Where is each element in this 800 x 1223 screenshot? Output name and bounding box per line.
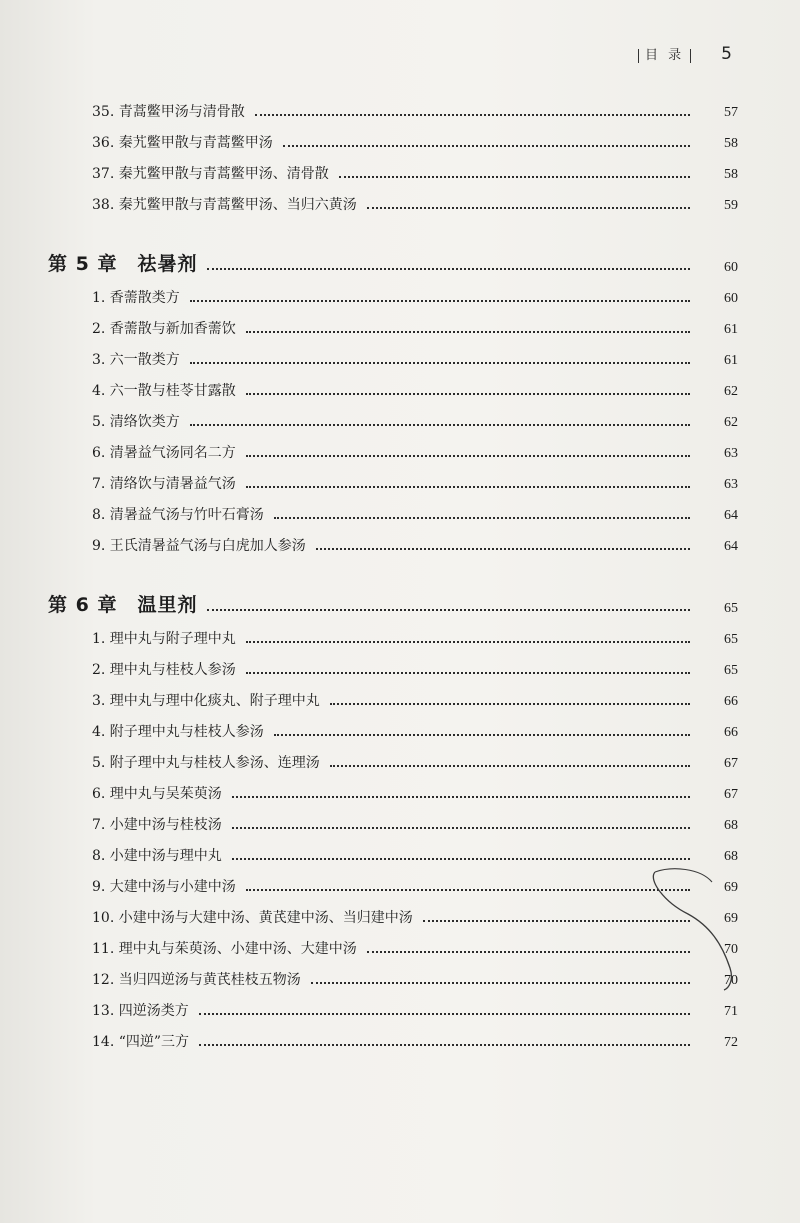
toc-entry: [48, 958, 738, 989]
page-number: 65: [724, 663, 738, 678]
dot-leader: [246, 671, 690, 674]
dot-leader: [255, 113, 690, 116]
page-number: 65: [724, 601, 738, 616]
page-number: 58: [724, 167, 738, 182]
page-number: 65: [724, 632, 738, 647]
entry-title: 6. 理中丸与吴茱萸汤: [92, 786, 222, 802]
toc-entry: [48, 524, 738, 555]
toc-chapter-heading: [48, 569, 738, 617]
header-section-title: 目 录: [638, 49, 691, 63]
entry-title: 35. 青蒿鳖甲汤与清骨散: [92, 104, 245, 120]
entry-title: 8. 小建中汤与理中丸: [92, 848, 222, 864]
dot-leader: [339, 175, 690, 178]
toc-entry: [48, 493, 738, 524]
toc-entry: [48, 927, 738, 958]
entry-title: 11. 理中丸与茱萸汤、小建中汤、大建中汤: [92, 941, 357, 957]
page-number: 70: [724, 942, 738, 957]
toc-entry: [48, 741, 738, 772]
entry-title: 37. 秦艽鳖甲散与青蒿鳖甲汤、清骨散: [92, 166, 329, 182]
toc-entry: [48, 121, 738, 152]
toc-entry: [48, 772, 738, 803]
chapter-title: [48, 249, 197, 276]
entry-title: 1. 理中丸与附子理中丸: [92, 631, 236, 647]
dot-leader: [316, 547, 690, 550]
page-number: 69: [724, 880, 738, 895]
dot-leader: [246, 392, 690, 395]
toc-entry: [48, 679, 738, 710]
dot-leader: [232, 795, 690, 798]
chapter-title: [48, 590, 197, 617]
dot-leader: [274, 733, 690, 736]
entry-title: 3. 六一散类方: [92, 352, 180, 368]
toc-entry: [48, 896, 738, 927]
header-page-number: 5: [721, 44, 732, 64]
entry-title: 6. 清暑益气汤同名二方: [92, 445, 236, 461]
dot-leader: [190, 361, 690, 364]
toc-entry: [48, 90, 738, 121]
table-of-contents: [48, 90, 738, 1051]
page-number: 61: [724, 322, 738, 337]
entry-title: 4. 六一散与桂苓甘露散: [92, 383, 236, 399]
dot-leader: [367, 950, 690, 953]
toc-entry: [48, 648, 738, 679]
entry-title: 3. 理中丸与理中化痰丸、附子理中丸: [92, 693, 320, 709]
toc-entry: [48, 152, 738, 183]
chapter-name: 温里剂: [137, 594, 198, 616]
page-number: 66: [724, 694, 738, 709]
entry-title: 7. 清络饮与清暑益气汤: [92, 476, 236, 492]
dot-leader: [199, 1043, 690, 1046]
dot-leader: [190, 299, 690, 302]
page-number: 63: [724, 477, 738, 492]
entry-title: 38. 秦艽鳖甲散与青蒿鳖甲汤、当归六黄汤: [92, 197, 357, 213]
entry-title: 4. 附子理中丸与桂枝人参汤: [92, 724, 264, 740]
page-number: 71: [724, 1004, 738, 1019]
toc-entry: [48, 462, 738, 493]
page-number: 64: [724, 508, 738, 523]
page-number: 63: [724, 446, 738, 461]
toc-entry: [48, 1020, 738, 1051]
entry-title: 9. 大建中汤与小建中汤: [92, 879, 236, 895]
page-number: 58: [724, 136, 738, 151]
entry-title: 36. 秦艽鳖甲散与青蒿鳖甲汤: [92, 135, 273, 151]
toc-entry: [48, 865, 738, 896]
page-number: 72: [724, 1035, 738, 1050]
toc-entry: [48, 183, 738, 214]
dot-leader: [423, 919, 690, 922]
entry-title: 13. 四逆汤类方: [92, 1003, 189, 1019]
toc-entry: [48, 338, 738, 369]
dot-leader: [190, 423, 690, 426]
dot-leader: [367, 206, 690, 209]
entry-title: 9. 王氏清暑益气汤与白虎加人参汤: [92, 538, 306, 554]
toc-entry: [48, 989, 738, 1020]
page-number: 59: [724, 198, 738, 213]
running-header: [638, 44, 732, 64]
entry-title: 5. 附子理中丸与桂枝人参汤、连理汤: [92, 755, 320, 771]
toc-chapter-heading: [48, 228, 738, 276]
dot-leader: [246, 485, 690, 488]
dot-leader: [207, 267, 690, 270]
page-number: 68: [724, 818, 738, 833]
dot-leader: [246, 640, 690, 643]
dot-leader: [232, 826, 690, 829]
dot-leader: [246, 454, 690, 457]
toc-entry: [48, 710, 738, 741]
page-number: 69: [724, 911, 738, 926]
entry-title: 2. 理中丸与桂枝人参汤: [92, 662, 236, 678]
dot-leader: [232, 857, 690, 860]
toc-entry: [48, 369, 738, 400]
dot-leader: [330, 702, 690, 705]
entry-title: 2. 香薷散与新加香薷饮: [92, 321, 236, 337]
page-number: 67: [724, 787, 738, 802]
entry-title: 7. 小建中汤与桂枝汤: [92, 817, 222, 833]
page-number: 61: [724, 353, 738, 368]
toc-entry: [48, 307, 738, 338]
toc-entry: [48, 617, 738, 648]
dot-leader: [207, 608, 690, 611]
entry-title: 14. “四逆”三方: [92, 1034, 190, 1050]
chapter-label: 第 5 章: [48, 253, 118, 275]
entry-title: 1. 香薷散类方: [92, 290, 180, 306]
dot-leader: [246, 888, 690, 891]
dot-leader: [274, 516, 690, 519]
dot-leader: [199, 1012, 690, 1015]
entry-title: 5. 清络饮类方: [92, 414, 180, 430]
toc-entry: [48, 431, 738, 462]
page-number: 70: [724, 973, 738, 988]
page-number: 60: [724, 291, 738, 306]
entry-title: 10. 小建中汤与大建中汤、黄芪建中汤、当归建中汤: [92, 910, 413, 926]
page-number: 57: [724, 105, 738, 120]
page-number: 60: [724, 260, 738, 275]
entry-title: 12. 当归四逆汤与黄芪桂枝五物汤: [92, 972, 301, 988]
dot-leader: [330, 764, 690, 767]
chapter-name: 祛暑剂: [137, 253, 198, 275]
chapter-label: 第 6 章: [48, 594, 118, 616]
page-number: 62: [724, 415, 738, 430]
entry-title: 8. 清暑益气汤与竹叶石膏汤: [92, 507, 264, 523]
page-number: 62: [724, 384, 738, 399]
page-number: 68: [724, 849, 738, 864]
page-number: 66: [724, 725, 738, 740]
dot-leader: [246, 330, 690, 333]
page-number: 67: [724, 756, 738, 771]
toc-entry: [48, 803, 738, 834]
section-spacer: [48, 214, 738, 228]
toc-entry: [48, 400, 738, 431]
toc-entry: [48, 276, 738, 307]
page-number: 64: [724, 539, 738, 554]
toc-entry: [48, 834, 738, 865]
dot-leader: [283, 144, 690, 147]
dot-leader: [311, 981, 690, 984]
section-spacer: [48, 555, 738, 569]
